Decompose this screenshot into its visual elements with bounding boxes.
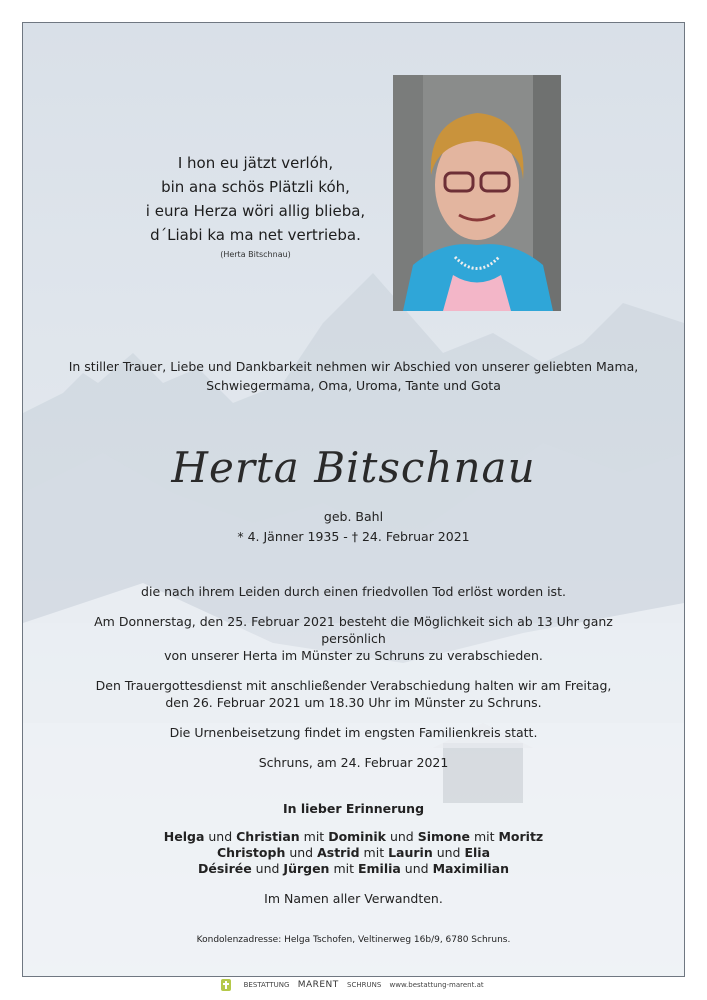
intro-text	[53, 357, 654, 395]
connector: und	[251, 861, 284, 876]
life-dates: * 4. Jänner 1935 - † 24. Februar 2021	[237, 529, 470, 544]
paragraph-text: Den Trauergottesdienst mit anschließender Verabschiedung halten wir am Freitag,	[95, 678, 612, 693]
family-member: Christian	[236, 829, 300, 844]
connector: mit	[359, 845, 389, 860]
announcement-paragraph	[63, 724, 644, 741]
connector: und	[285, 845, 318, 860]
paragraph-text: die nach ihrem Leiden durch einen friedvollen Tod erlöst worden ist.	[141, 584, 566, 599]
connector: und	[432, 845, 465, 860]
family-row	[83, 845, 624, 861]
obituary-frame	[22, 22, 685, 977]
family-member: Astrid	[317, 845, 360, 860]
portrait-image	[393, 75, 561, 311]
announcement-body	[63, 583, 644, 754]
intro-line: Schwiegermama, Oma, Uroma, Tante und Gota	[206, 378, 501, 393]
announcement-paragraph	[63, 677, 644, 711]
intro-line: In stiller Trauer, Liebe und Dankbarkeit nehmen wir Abschied von unserer geliebten Mama,	[68, 359, 639, 374]
paragraph-text: Die Urnenbeisetzung findet im engsten Familienkreis statt.	[169, 725, 538, 740]
announcement-paragraph	[63, 613, 644, 664]
footer-brand: MARENT	[297, 980, 339, 990]
connector: und	[400, 861, 433, 876]
paragraph-text: von unserer Herta im Münster zu Schruns zu verabschieden.	[164, 648, 543, 663]
footer-town: SCHRUNS	[347, 981, 382, 989]
family-member: Jürgen	[283, 861, 330, 876]
funeral-home-footer	[0, 978, 707, 998]
family-member: Laurin	[388, 845, 433, 860]
maiden-name: geb. Bahl	[323, 509, 384, 524]
condolence-address: Kondolenzadresse: Helga Tschofen, Veltinerweg 16b/9, 6780 Schruns.	[196, 935, 511, 945]
family-member: Moritz	[498, 829, 544, 844]
relatives-line: Im Namen aller Verwandten.	[264, 891, 443, 906]
footer-prefix: BESTATTUNG	[243, 981, 290, 989]
poem-line: bin ana schös Plätzli kóh,	[161, 178, 350, 196]
poem	[118, 151, 393, 262]
memory-heading: In lieber Erinnerung	[282, 801, 425, 816]
family-list	[83, 829, 624, 877]
family-member: Désirée	[197, 861, 252, 876]
funeral-home-logo-icon	[220, 978, 232, 992]
family-member: Simone	[417, 829, 470, 844]
poem-line: i eura Herza wöri allig blieba,	[145, 202, 366, 220]
family-member: Helga	[163, 829, 205, 844]
family-member: Christoph	[216, 845, 286, 860]
family-member: Maximilian	[432, 861, 509, 876]
connector: mit	[329, 861, 358, 876]
paragraph-text: Am Donnerstag, den 25. Februar 2021 besteht die Möglichkeit sich ab 13 Uhr ganz persönlich	[94, 614, 613, 646]
paragraph-text: den 26. Februar 2021 um 18.30 Uhr im Münster zu Schruns.	[165, 695, 542, 710]
footer-website[interactable]: www.bestattung-marent.at	[389, 981, 484, 989]
family-member: Dominik	[328, 829, 386, 844]
poem-line: I hon eu jätzt verlóh,	[177, 154, 334, 172]
poem-line: d´Liabi ka ma net vertrieba.	[150, 226, 361, 244]
family-member: Emilia	[357, 861, 401, 876]
poem-author: (Herta Bitschnau)	[220, 250, 291, 259]
connector: und	[204, 829, 237, 844]
connector: und	[385, 829, 418, 844]
connector: mit	[299, 829, 329, 844]
family-member: Elia	[464, 845, 491, 860]
connector: mit	[469, 829, 499, 844]
portrait-photo	[393, 75, 561, 311]
family-row	[83, 829, 624, 845]
family-row	[83, 861, 624, 877]
announcement-paragraph	[63, 583, 644, 600]
deceased-name: Herta Bitschnau	[171, 443, 536, 492]
place-date: Schruns, am 24. Februar 2021	[258, 755, 449, 770]
